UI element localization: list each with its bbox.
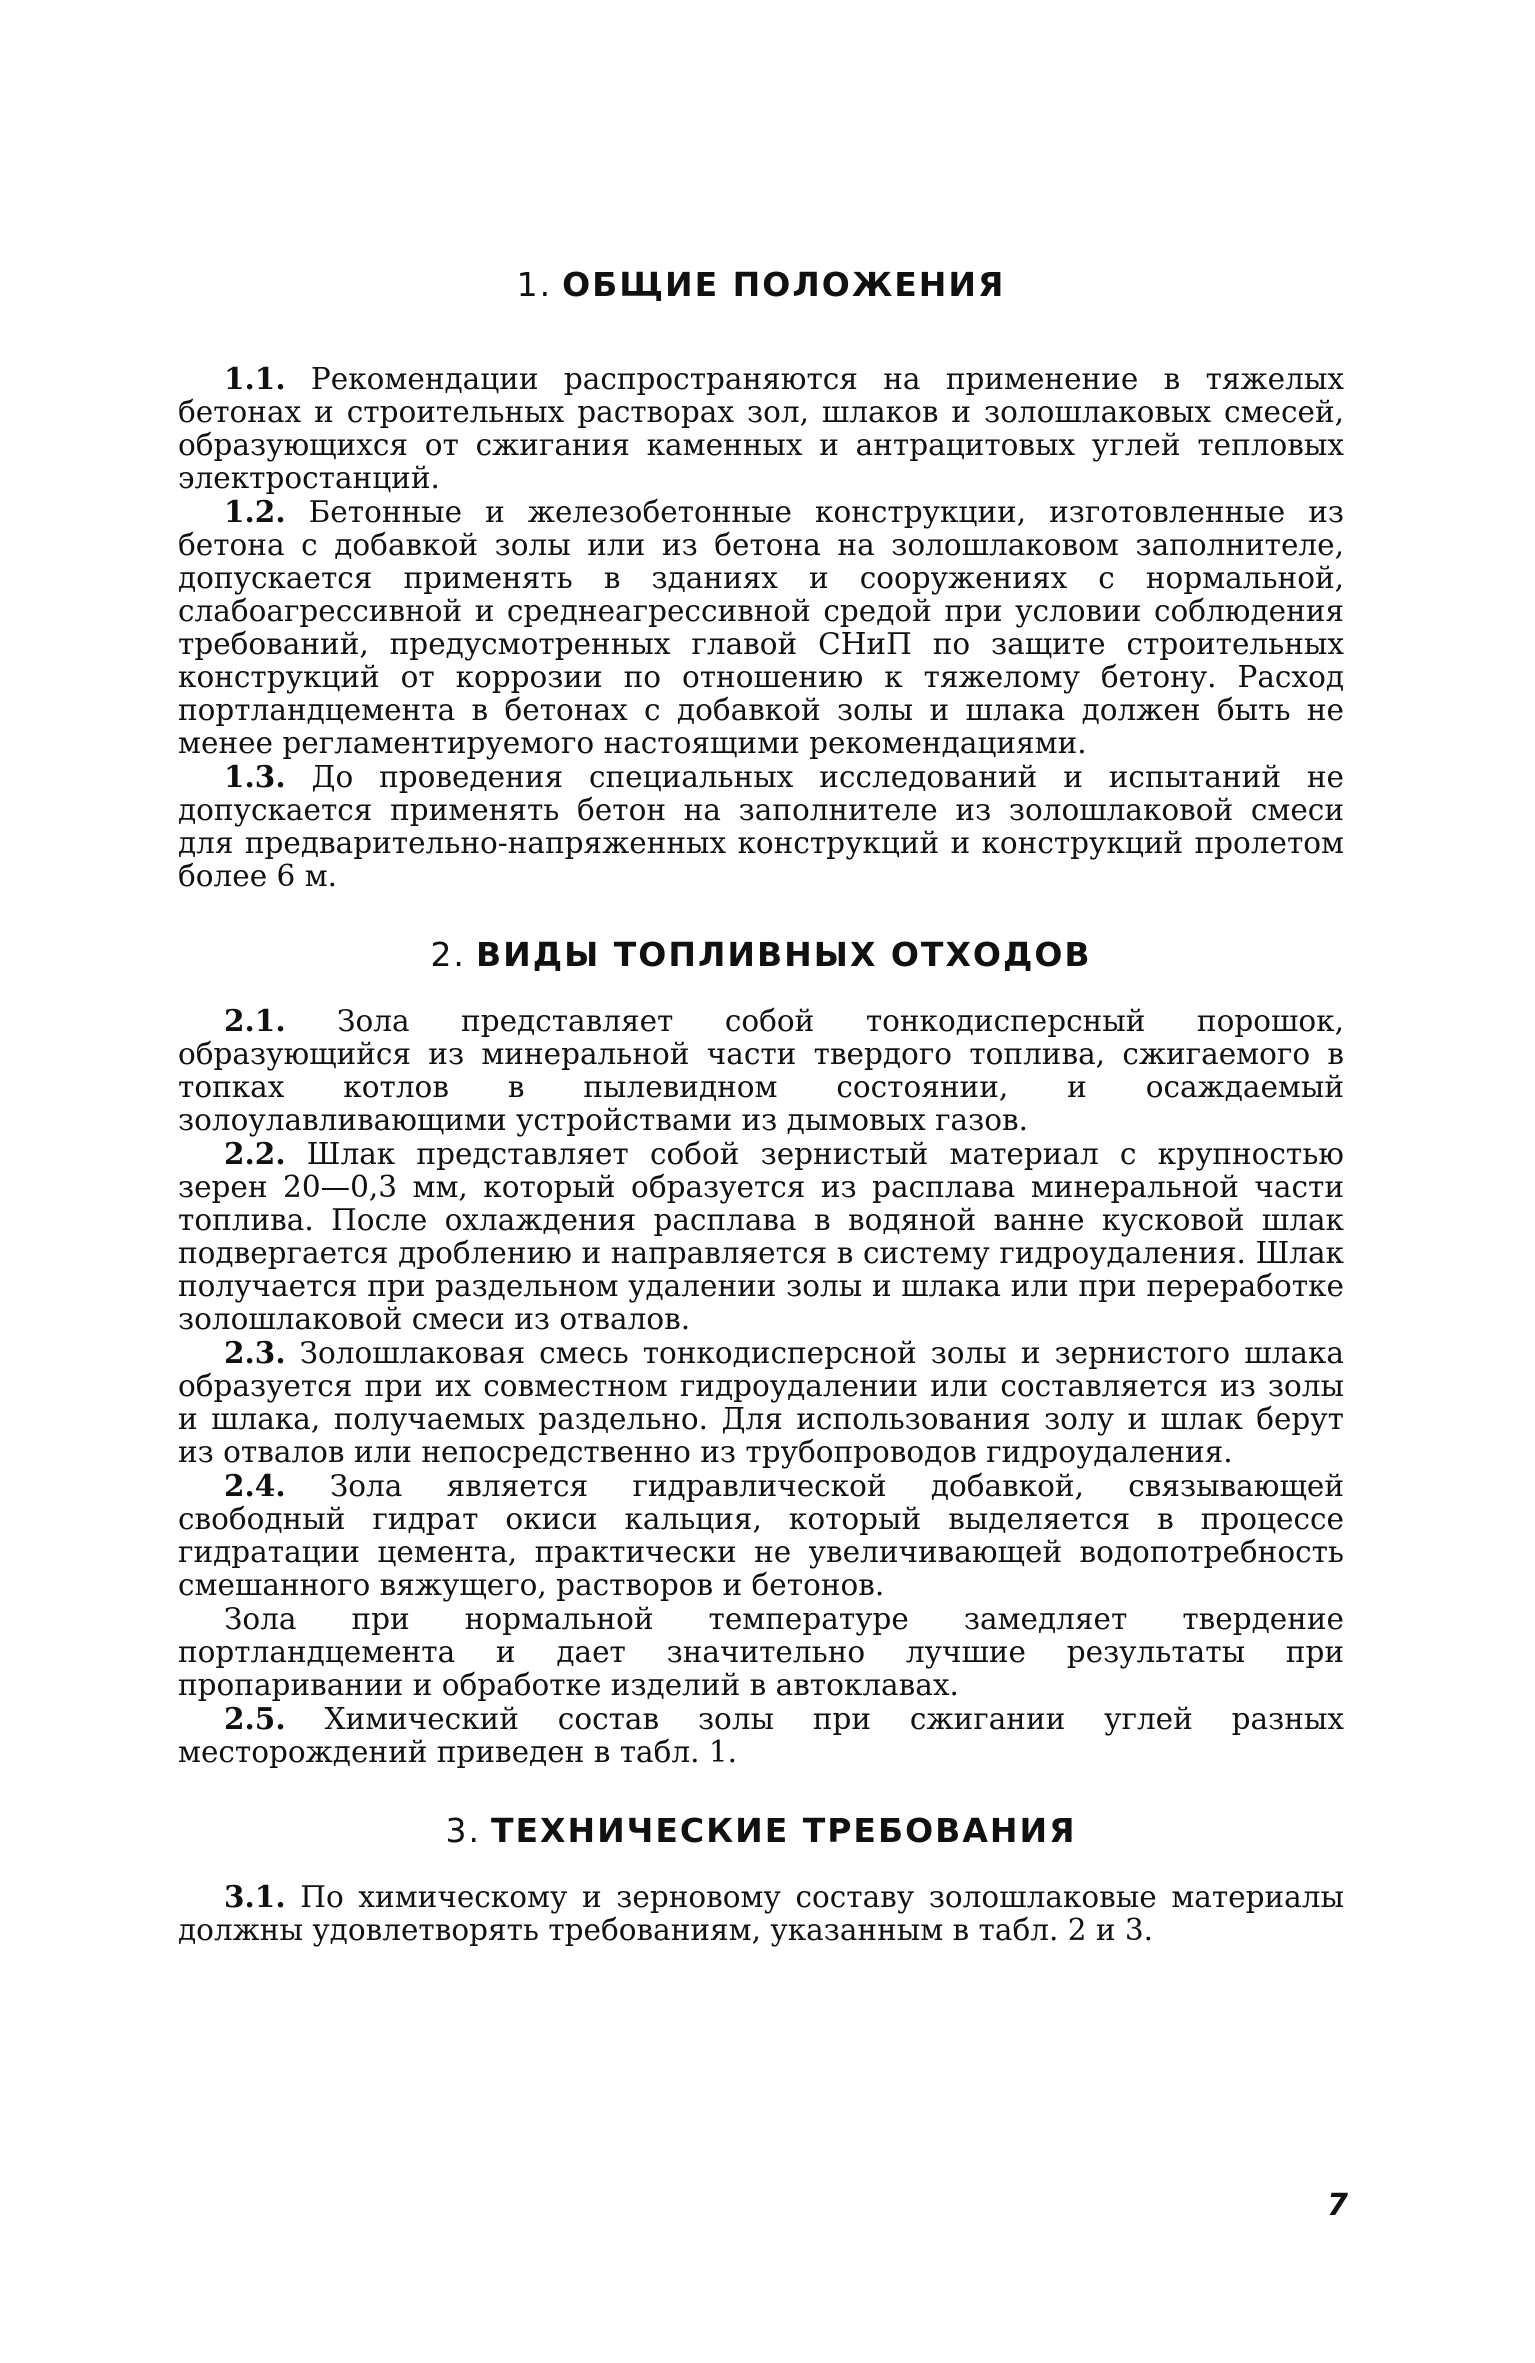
section-number: 2. (430, 935, 466, 974)
paragraph-2-2 (178, 1137, 1344, 1336)
paragraph-text: По химическому и зерновому составу золошлаковые материалы должны удовлетворять требованиям, указанным в табл. 2 и 3. (178, 1880, 1344, 1947)
paragraph-number: 3.1. (224, 1879, 286, 1914)
paragraph-1-3 (178, 760, 1344, 893)
paragraph-text: Рекомендации распространяются на применение в тяжелых бетонах и строительных растворах зол, шлаков и золошлаковых смесей, образующихся от сжигания каменных и антрацитовых углей тепловых электростанций. (178, 362, 1344, 495)
paragraph-2-5 (178, 1702, 1344, 1769)
paragraph-number: 1.1. (224, 361, 286, 396)
section-heading-2 (178, 935, 1344, 974)
paragraph-text: Зола при нормальной температуре замедляет твердение портландцемента и дает значительно лучшие результаты при пропаривании и обработке изделий в автоклавах. (178, 1602, 1344, 1702)
paragraph-number: 2.3. (224, 1335, 286, 1370)
section-number: 1. (516, 265, 553, 304)
section-number: 3. (445, 1811, 481, 1850)
paragraph-text: Шлак представляет собой зернистый материал с крупностью зерен 20—0,3 мм, который образуется из расплава минеральной части топлива. После охлаждения расплава в водяной ванне кусковой шлак подвергается дроблению и направляется в систему гидроудаления. Шлак получается при раздельном удалении золы и шлака или при переработке золошлаковой смеси из отвалов. (178, 1137, 1344, 1336)
paragraph-text: Бетонные и железобетонные конструкции, изготовленные из бетона с добавкой золы или из бетона на золошлаковом заполнителе, допускается применять в зданиях и сооружениях с нормальной, слабоагрессивной и среднеагрессивной средой при условии соблюдения требований, предусмотренных главой СНиП по защите строительных конструкций от коррозии по отношению к тяжелому бетону. Расход портландцемента в бетонах с добавкой золы и шлака должен быть не менее регламентируемого настоящими рекомендациями. (178, 495, 1344, 760)
document-page (178, 265, 1344, 1947)
paragraph-number: 1.3. (224, 759, 286, 794)
section-heading-3 (178, 1811, 1344, 1850)
paragraph-text: Золошлаковая смесь тонкодисперсной золы и зернистого шлака образуется при их совместном гидроудалении или составляется из золы и шлака, получаемых раздельно. Для использования золу и шлак берут из отвалов или непосредственно из трубопроводов гидроудаления. (178, 1336, 1344, 1469)
paragraph-number: 2.4. (224, 1468, 286, 1503)
paragraph-text: Зола представляет собой тонкодисперсный порошок, образующийся из минеральной части твердого топлива, сжигаемого в топках котлов в пылевидном состоянии, и осаждаемый золоулавливающими устройствами из дымовых газов. (178, 1004, 1344, 1137)
paragraph-2-4 (178, 1469, 1344, 1602)
paragraph-number: 1.2. (224, 494, 286, 529)
paragraph-1-1 (178, 362, 1344, 495)
paragraph-3-1 (178, 1880, 1344, 1947)
paragraph-text: Зола является гидравлической добавкой, связывающей свободный гидрат окиси кальция, который выделяется в процессе гидратации цемента, практически не увеличивающей водопотребность смешанного вяжущего, растворов и бетонов. (178, 1469, 1344, 1602)
paragraph-2-4-continued (178, 1602, 1344, 1702)
paragraph-2-1 (178, 1004, 1344, 1137)
page-number: 7 (1327, 2188, 1348, 2223)
paragraph-number: 2.1. (224, 1003, 286, 1038)
paragraph-text: До проведения специальных исследований и испытаний не допускается применять бетон на заполнителе из золошлаковой смеси для предварительно-напряженных конструкций и конструкций пролетом более 6 м. (178, 760, 1344, 893)
paragraph-text: Химический состав золы при сжигании углей разных месторождений приведен в табл. 1. (178, 1702, 1344, 1769)
paragraph-1-2 (178, 495, 1344, 760)
section-heading-1 (178, 265, 1344, 304)
section-title: ТЕХНИЧЕСКИЕ ТРЕБОВАНИЯ (490, 1811, 1077, 1850)
paragraph-number: 2.2. (224, 1136, 286, 1171)
section-title: ВИДЫ ТОПЛИВНЫХ ОТХОДОВ (475, 935, 1092, 974)
paragraph-2-3 (178, 1336, 1344, 1469)
paragraph-number: 2.5. (224, 1701, 286, 1736)
section-title: ОБЩИЕ ПОЛОЖЕНИЯ (562, 265, 1006, 304)
